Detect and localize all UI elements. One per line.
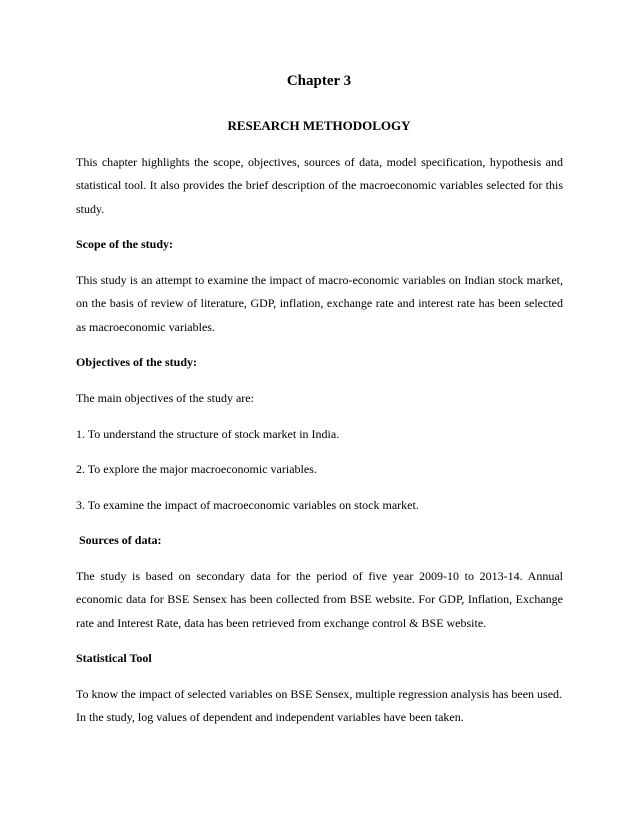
statistical-tool-paragraph: To know the impact of selected variables on BSE Sensex, multiple regression analysis has been used. In the study, log values of dependent and independent variables have been taken. bbox=[76, 686, 563, 725]
scope-heading: Scope of the study: bbox=[76, 237, 174, 252]
objective-item: 2. To explore the major macroeconomic variables. bbox=[76, 462, 317, 477]
sources-heading: Sources of data: bbox=[79, 533, 162, 548]
scope-paragraph: This study is an attempt to examine the impact of macro-economic variables on Indian stock market, on the basis of review of literature, GDP, inflation, exchange rate and interest rate has been selected as macroeconomic variables. bbox=[76, 273, 563, 334]
objective-item: 3. To examine the impact of macroeconomic variables on stock market. bbox=[76, 497, 419, 512]
objectives-lead: The main objectives of the study are: bbox=[76, 391, 254, 405]
statistical-tool-heading: Statistical Tool bbox=[76, 651, 152, 666]
page-title: RESEARCH METHODOLOGY bbox=[227, 118, 411, 133]
document-body bbox=[76, 151, 563, 742]
chapter-heading: Chapter 3 bbox=[286, 73, 352, 89]
objective-item: 1. To understand the structure of stock market in India. bbox=[76, 426, 340, 441]
objectives-heading: Objectives of the study: bbox=[76, 355, 197, 370]
sources-paragraph: The study is based on secondary data for the period of five year 2009-10 to 2013-14. Annual economic data for BSE Sensex has been collected from BSE website. For GDP, Inflation, Exchange rate and Interest Rate, data has been retrieved from exchange control & BSE website. bbox=[76, 568, 563, 630]
intro-paragraph: This chapter highlights the scope, objectives, sources of data, model specification, hypothesis and statistical tool. It also provides the brief description of the macroeconomic variables selected for this study. bbox=[76, 155, 563, 216]
